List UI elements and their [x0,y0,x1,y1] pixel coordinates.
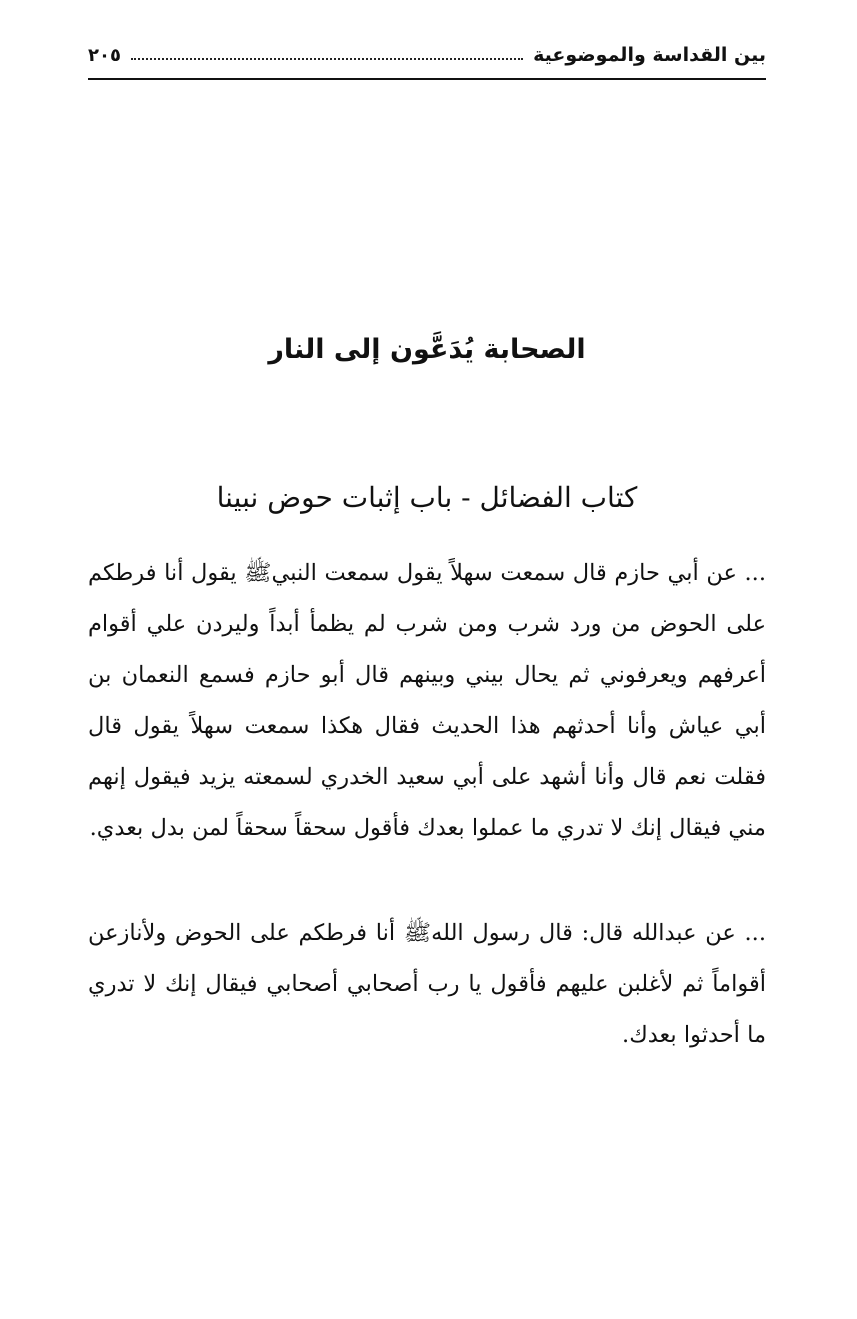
running-header [88,32,766,80]
hadith-paragraph-2: ... عن عبدالله قال: قال رسول اللهﷺ أنا فرطكم على الحوض ولأنازعن أقواماً ثم لأغلبن عليهم فأقول يا رب أصحابي أصحابي فيقال إنك لا تدري ما أحدثوا بعدك. [88,920,766,1048]
hadith-paragraph-1: ... عن أبي حازم قال سمعت سهلاً يقول سمعت النبيﷺ يقول أنا فرطكم على الحوض من ورد شرب ومن شرب لم يظمأ أبداً وليردن علي أقوام أعرفهم ويعرفوني ثم يحال بيني وبينهم قال أبو حازم فسمع النعمان بن أبي عياش وأنا أحدثهم هذا الحديث فقال هكذا سمعت سهلاً يقول قال فقلت نعم قال وأنا أشهد على أبي سعيد الخدري لسمعته يزيد فيقول إنهم مني فيقال إنك لا تدري ما عملوا بعدك فأقول سحقاً سحقاً لمن بدل بعدي. [88,560,766,841]
section-heading: كتاب الفضائل - باب إثبات حوض نبينا [216,481,638,514]
header-title: بين القداسة والموضوعية [533,44,766,66]
page-number: ٢٠٥ [88,44,121,66]
header-dot-leader [131,58,523,60]
chapter-title: الصحابة يُدَعَّون إلى النار [268,334,586,365]
